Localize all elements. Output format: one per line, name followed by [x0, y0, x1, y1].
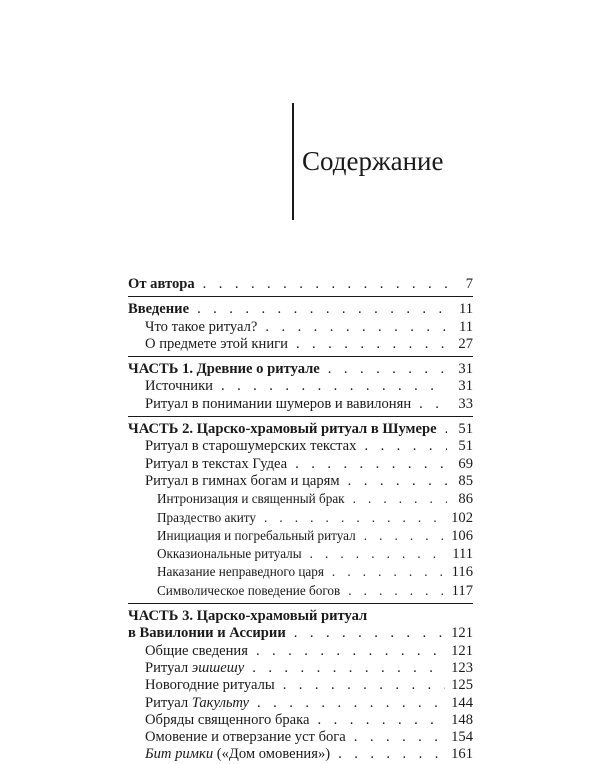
- toc-page-number: 7: [465, 276, 473, 292]
- toc-subentry[interactable]: [128, 509, 473, 527]
- leader-dots: [265, 319, 447, 336]
- leader-dots: [252, 660, 445, 677]
- toc-subentry[interactable]: [128, 563, 473, 581]
- toc-subentry[interactable]: [128, 545, 473, 563]
- toc-page-number: 51: [458, 438, 473, 455]
- leader-dots: [328, 361, 447, 378]
- toc-entry[interactable]: [128, 438, 473, 455]
- leader-dots: [318, 712, 446, 729]
- toc-entry[interactable]: [128, 677, 473, 694]
- leader-dots: [256, 643, 445, 660]
- leader-dots: [364, 527, 445, 544]
- toc-entry-part2[interactable]: [128, 421, 473, 438]
- leader-dots: [338, 746, 445, 763]
- leader-dots: [197, 301, 447, 318]
- toc-entry[interactable]: [128, 456, 473, 473]
- toc-page-number: 11: [458, 301, 473, 318]
- toc-page-number: 27: [458, 335, 473, 352]
- toc-page-number: 125: [451, 677, 473, 694]
- toc-entry-title: Новогодние ритуалы: [145, 677, 275, 694]
- toc-entry[interactable]: [128, 729, 473, 746]
- toc-page-number: 31: [458, 361, 473, 378]
- toc-entry-part1[interactable]: [128, 361, 473, 378]
- toc-entry-title: О предмете этой книги: [145, 335, 288, 352]
- toc-entry-title: Ритуал эшшешу: [145, 659, 245, 676]
- toc-entry-title-line2: в Вавилонии и Ассирии: [128, 625, 286, 642]
- toc-entry-title: Ритуал Такульту: [145, 694, 250, 711]
- toc-page-number: 121: [451, 642, 473, 659]
- toc-page-number: 111: [452, 546, 473, 563]
- toc-page-number: 85: [458, 472, 473, 489]
- toc-entry-title: Омовение и отверзание уст бога: [145, 729, 346, 746]
- toc-entry-title: Ритуал в старошумерских текстах: [145, 438, 357, 455]
- leader-dots: [348, 582, 445, 599]
- toc-page-number: 86: [458, 491, 473, 508]
- toc-subentry[interactable]: [128, 490, 473, 508]
- leader-dots: [419, 396, 447, 413]
- toc-entry-title-line1: ЧАСТЬ 3. Царско-храмовый ритуал: [128, 608, 368, 625]
- toc-entry-title: Введение: [128, 301, 190, 318]
- leader-dots: [310, 545, 447, 562]
- toc-entry-italic-term: Такульту: [191, 694, 250, 711]
- toc-page-number: 69: [458, 455, 473, 472]
- toc-entry-italic-term: эшшешу: [191, 659, 245, 676]
- page-title: Содержание: [302, 146, 444, 176]
- leader-dots: [348, 473, 447, 490]
- toc-entry-title: Общие сведения: [145, 642, 248, 659]
- toc-entry-part3[interactable]: [128, 608, 473, 643]
- toc-entry-italic-term: Бит римки: [145, 746, 214, 763]
- toc-entry[interactable]: [128, 746, 473, 763]
- toc-entry-title: Что такое ритуал?: [145, 318, 258, 335]
- toc-entry-title: Источники: [145, 378, 213, 395]
- toc-entry-title: ЧАСТЬ 2. Царско-храмовый ритуал в Шумере: [128, 421, 437, 438]
- toc-entry[interactable]: [128, 643, 473, 660]
- leader-dots: [264, 509, 445, 526]
- leader-dots: [354, 729, 445, 746]
- table-of-contents: [128, 276, 473, 764]
- toc-page-number: 33: [458, 395, 473, 412]
- toc-entry-title: Окказиональные ритуалы: [157, 546, 302, 562]
- leader-dots: [295, 456, 447, 473]
- toc-entry[interactable]: [128, 336, 473, 353]
- section-divider: [128, 356, 473, 357]
- toc-page-number: 102: [451, 509, 473, 526]
- toc-page-number: 51: [458, 421, 473, 438]
- toc-entry-title: Ритуал в текстах Гудеа: [145, 455, 288, 472]
- toc-page-number: 161: [451, 746, 473, 763]
- toc-entry[interactable]: [128, 660, 473, 677]
- leader-dots: [294, 625, 445, 642]
- section-divider: [128, 603, 473, 604]
- title-vertical-rule: [292, 103, 294, 220]
- toc-subentry[interactable]: [128, 582, 473, 600]
- toc-page-number: 148: [451, 711, 473, 728]
- section-divider: [128, 416, 473, 417]
- toc-entry[interactable]: [128, 712, 473, 729]
- toc-entry[interactable]: [128, 473, 473, 490]
- toc-page-number: 116: [451, 564, 473, 581]
- toc-page-number: 144: [451, 694, 473, 711]
- toc-entry-title: Обряды священного брака: [145, 711, 310, 728]
- toc-page-number: 123: [451, 659, 473, 676]
- toc-entry-title: Ритуал в понимании шумеров и вавилонян: [145, 395, 412, 412]
- toc-entry[interactable]: [128, 378, 473, 395]
- toc-page-number: 154: [451, 729, 473, 746]
- toc-entry[interactable]: [128, 319, 473, 336]
- toc-page-number: 121: [451, 625, 473, 642]
- toc-entry-title: Бит римки («Дом омовения»): [145, 746, 331, 763]
- toc-entry-intro[interactable]: [128, 301, 473, 318]
- leader-dots: [257, 695, 445, 712]
- toc-entry-title: Наказание неправедного царя: [157, 564, 324, 580]
- toc-page-number: 31: [458, 378, 473, 395]
- toc-entry[interactable]: [128, 695, 473, 712]
- leader-dots: [296, 336, 447, 353]
- toc-entry-title: Ритуал в гимнах богам и царям: [145, 472, 340, 489]
- toc-subentry[interactable]: [128, 527, 473, 545]
- leader-dots: [353, 490, 447, 507]
- leader-dots: [364, 438, 447, 455]
- leader-dots: [332, 563, 446, 580]
- toc-entry-title: От автора: [128, 276, 195, 292]
- toc-entry-title: Праздество акиту: [157, 509, 256, 525]
- toc-entry-author[interactable]: [128, 276, 473, 293]
- toc-page-number: 106: [451, 527, 473, 544]
- toc-entry[interactable]: [128, 396, 473, 413]
- section-divider: [128, 296, 473, 297]
- toc-entry-title: Интронизация и священный брак: [157, 491, 345, 507]
- leader-dots: [445, 421, 447, 438]
- leader-dots: [203, 276, 447, 293]
- toc-page-number: 11: [458, 318, 473, 335]
- leader-dots: [221, 378, 447, 395]
- leader-dots: [283, 677, 445, 694]
- toc-entry-title: Символическое поведение богов: [157, 582, 341, 598]
- toc-page-number: 117: [451, 582, 473, 599]
- toc-entry-title: Инициация и погребальный ритуал: [157, 527, 356, 543]
- toc-entry-title: ЧАСТЬ 1. Древние о ритуале: [128, 361, 320, 378]
